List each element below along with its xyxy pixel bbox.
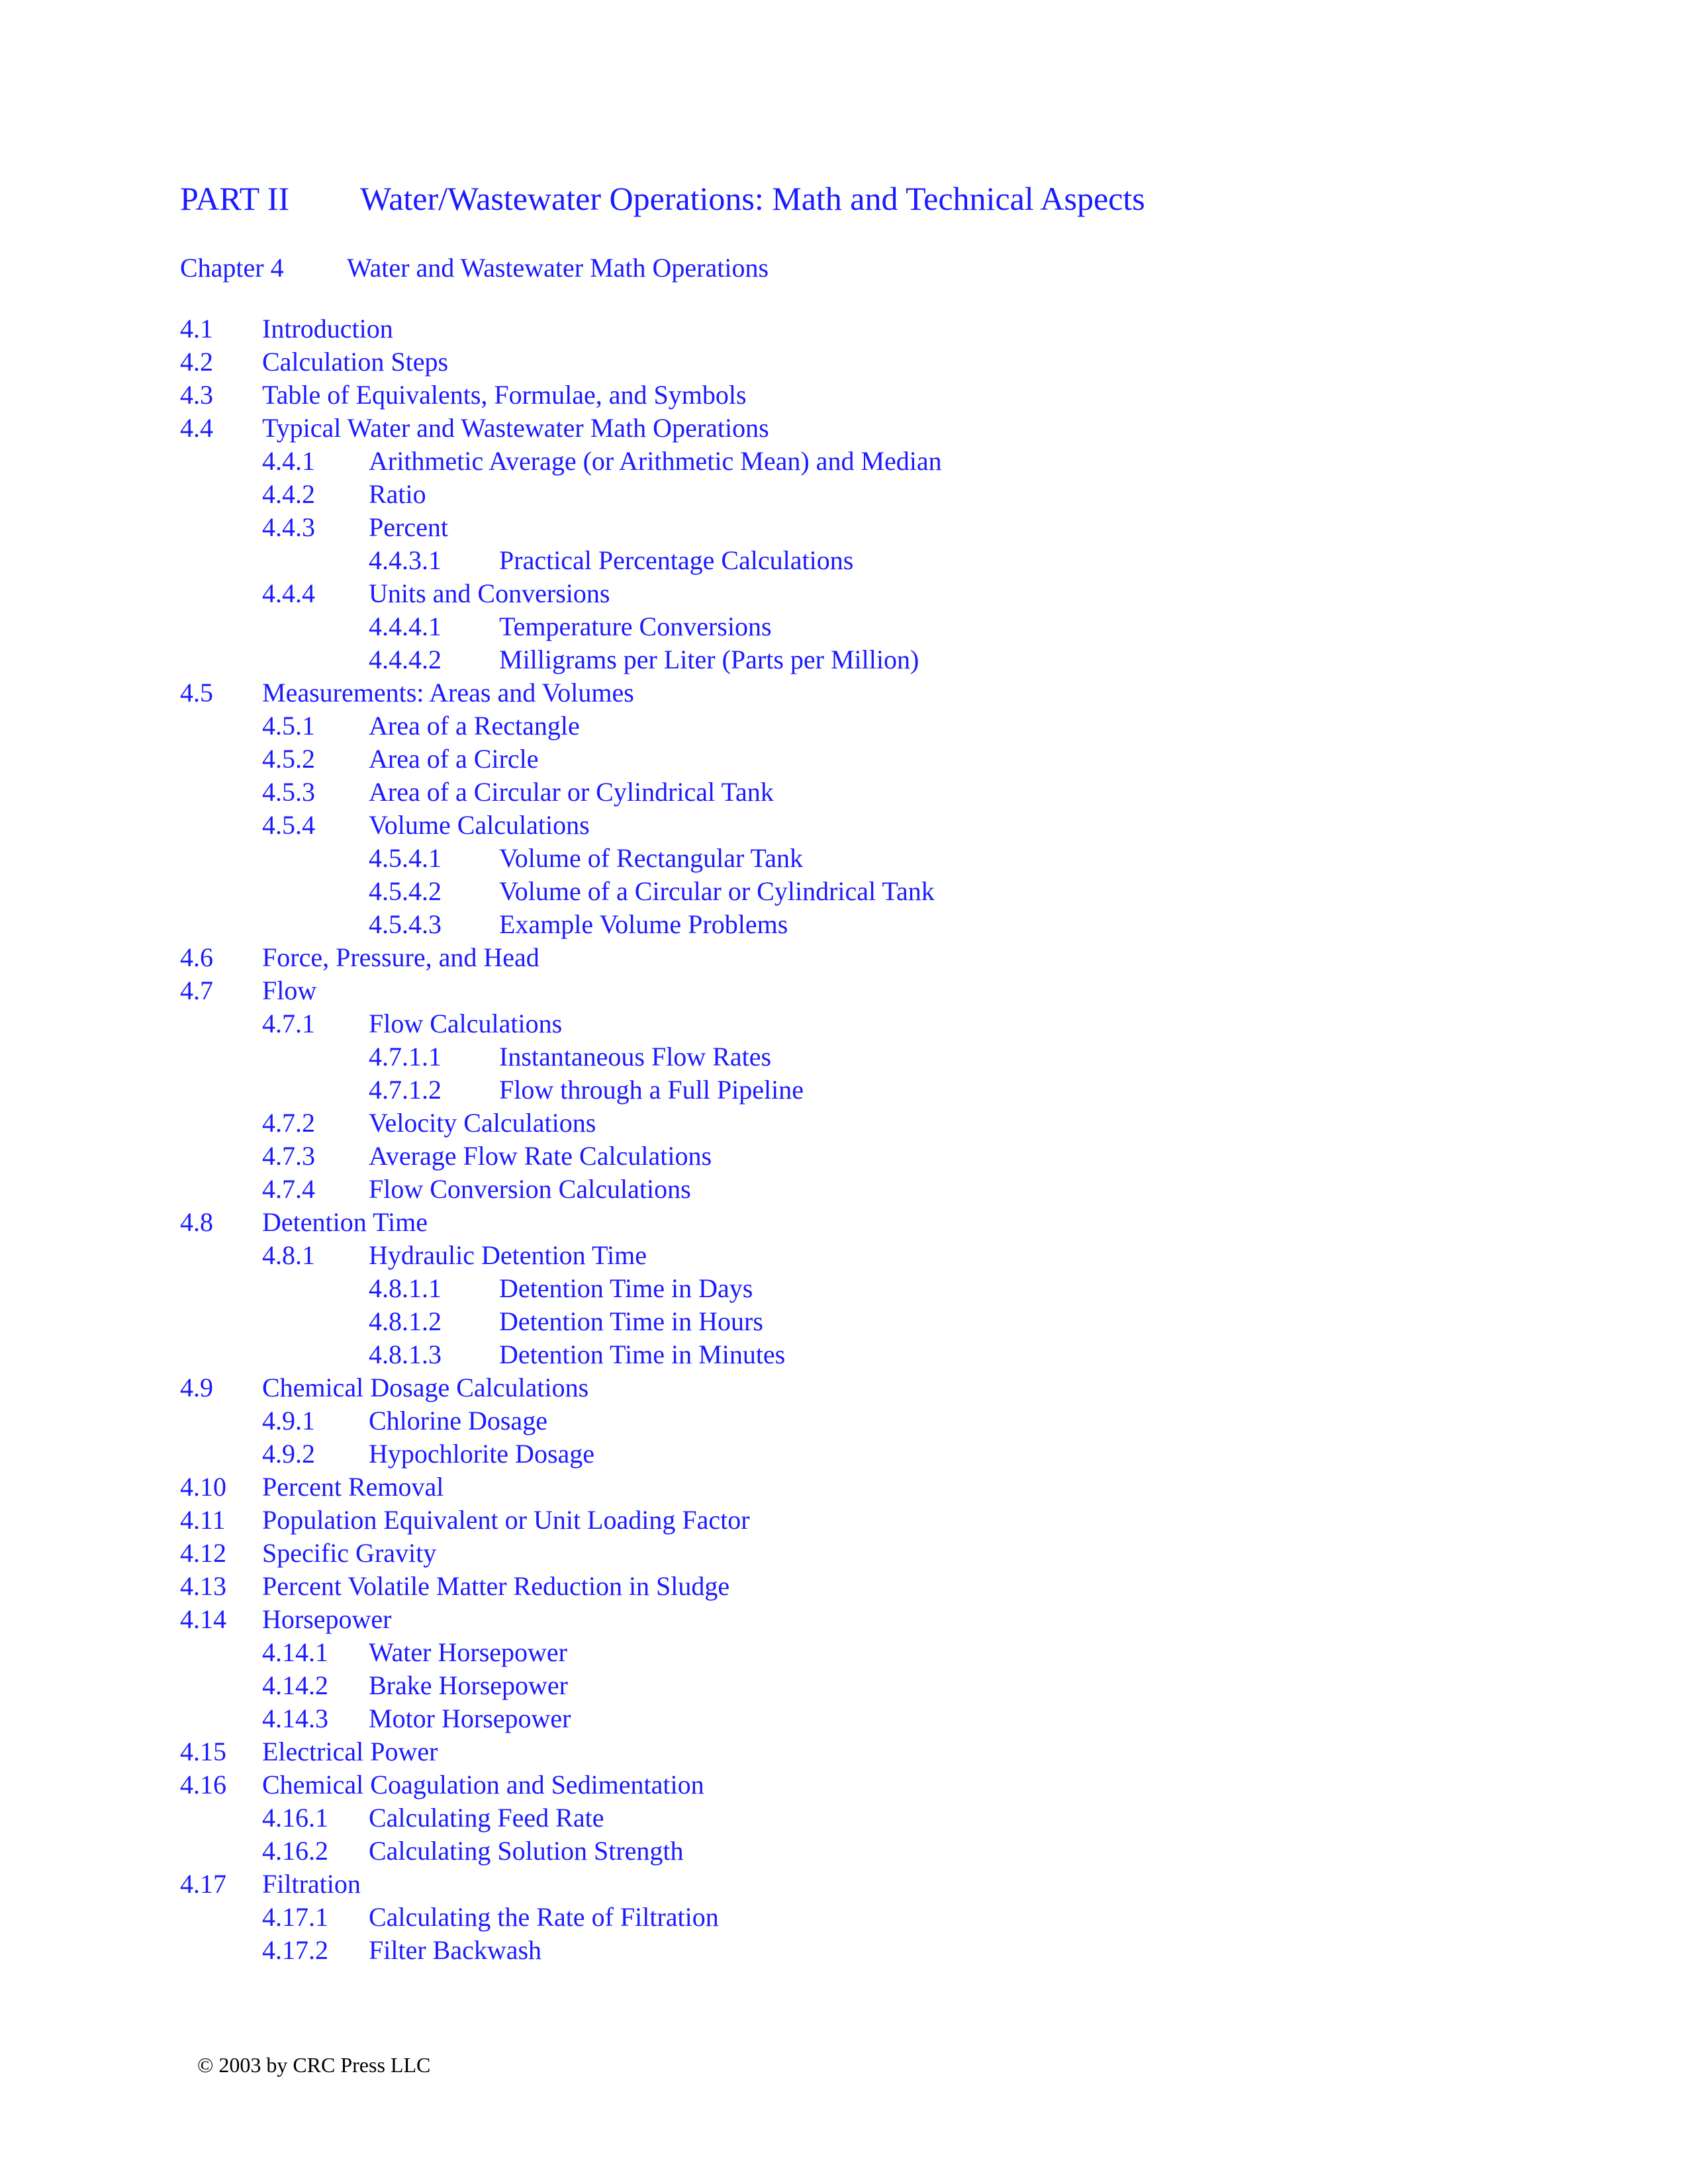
table-of-contents xyxy=(180,312,1570,1967)
toc-entry-number: 4.8.1 xyxy=(262,1240,315,1270)
toc-entry-title: Calculating Feed Rate xyxy=(369,1803,604,1833)
toc-entry-4-6[interactable] xyxy=(180,941,1570,974)
toc-entry-title: Velocity Calculations xyxy=(369,1108,596,1138)
toc-entry-4-14-2[interactable] xyxy=(180,1669,1570,1702)
toc-entry-title: Typical Water and Wastewater Math Operations xyxy=(262,413,769,443)
toc-entry-4-5[interactable] xyxy=(180,676,1570,709)
toc-entry-title: Hypochlorite Dosage xyxy=(369,1439,595,1469)
toc-entry-number: 4.4.3 xyxy=(262,512,315,542)
toc-entry-title: Water Horsepower xyxy=(369,1637,567,1667)
toc-entry-title: Chlorine Dosage xyxy=(369,1406,547,1435)
toc-entry-4-5-4-1[interactable] xyxy=(180,842,1570,875)
toc-entry-number: 4.8.1.2 xyxy=(369,1306,442,1336)
toc-entry-title: Hydraulic Detention Time xyxy=(369,1240,647,1270)
toc-entry-title: Percent Volatile Matter Reduction in Sludge xyxy=(262,1571,730,1601)
toc-entry-number: 4.10 xyxy=(180,1472,226,1502)
toc-entry-number: 4.5.2 xyxy=(262,744,315,774)
toc-entry-title: Detention Time in Minutes xyxy=(499,1340,786,1369)
toc-entry-title: Calculation Steps xyxy=(262,347,449,377)
toc-entry-4-14-1[interactable] xyxy=(180,1636,1570,1669)
toc-entry-number: 4.4.3.1 xyxy=(369,545,442,575)
toc-entry-number: 4.17.1 xyxy=(262,1902,328,1932)
toc-entry-title: Area of a Circle xyxy=(369,744,539,774)
toc-entry-number: 4.4.4 xyxy=(262,578,315,608)
toc-entry-4-17-2[interactable] xyxy=(180,1934,1570,1967)
toc-entry-4-15[interactable] xyxy=(180,1735,1570,1768)
toc-entry-4-3[interactable] xyxy=(180,379,1570,412)
toc-entry-4-1[interactable] xyxy=(180,312,1570,345)
toc-entry-title: Calculating the Rate of Filtration xyxy=(369,1902,719,1932)
toc-entry-title: Brake Horsepower xyxy=(369,1670,568,1700)
toc-entry-title: Measurements: Areas and Volumes xyxy=(262,678,634,707)
copyright-footer: © 2003 by CRC Press LLC xyxy=(197,2053,431,2077)
toc-entry-number: 4.11 xyxy=(180,1505,226,1535)
toc-entry-number: 4.9.1 xyxy=(262,1406,315,1435)
toc-entry-title: Detention Time in Hours xyxy=(499,1306,763,1336)
toc-entry-4-13[interactable] xyxy=(180,1570,1570,1603)
toc-entry-title: Population Equivalent or Unit Loading Factor xyxy=(262,1505,750,1535)
toc-entry-title: Detention Time xyxy=(262,1207,428,1237)
toc-entry-title: Calculating Solution Strength xyxy=(369,1836,684,1866)
toc-entry-4-8[interactable] xyxy=(180,1206,1570,1239)
toc-entry-4-12[interactable] xyxy=(180,1537,1570,1570)
toc-entry-4-7-1-1[interactable] xyxy=(180,1040,1570,1073)
toc-entry-number: 4.6 xyxy=(180,942,213,972)
toc-entry-number: 4.7.1.2 xyxy=(369,1075,442,1105)
toc-entry-4-8-1-3[interactable] xyxy=(180,1338,1570,1371)
toc-entry-4-7[interactable] xyxy=(180,974,1570,1007)
toc-entry-number: 4.3 xyxy=(180,380,213,410)
toc-entry-4-14-3[interactable] xyxy=(180,1702,1570,1735)
toc-entry-number: 4.9 xyxy=(180,1373,213,1402)
toc-entry-4-4[interactable] xyxy=(180,412,1570,445)
toc-entry-number: 4.7.2 xyxy=(262,1108,315,1138)
toc-entry-4-9[interactable] xyxy=(180,1371,1570,1404)
toc-entry-number: 4.14 xyxy=(180,1604,226,1634)
toc-entry-number: 4.5.3 xyxy=(262,777,315,807)
toc-entry-number: 4.4.1 xyxy=(262,446,315,476)
toc-entry-4-7-2[interactable] xyxy=(180,1107,1570,1140)
toc-entry-title: Percent Removal xyxy=(262,1472,444,1502)
toc-entry-number: 4.4.2 xyxy=(262,479,315,509)
toc-entry-number: 4.12 xyxy=(180,1538,226,1568)
toc-entry-title: Area of a Circular or Cylindrical Tank xyxy=(369,777,774,807)
toc-entry-number: 4.2 xyxy=(180,347,213,377)
toc-entry-title: Average Flow Rate Calculations xyxy=(369,1141,712,1171)
toc-entry-title: Introduction xyxy=(262,314,393,343)
toc-entry-title: Practical Percentage Calculations xyxy=(499,545,854,575)
toc-entry-number: 4.7.1 xyxy=(262,1009,315,1038)
toc-entry-title: Instantaneous Flow Rates xyxy=(499,1042,772,1071)
toc-entry-4-5-4[interactable] xyxy=(180,809,1570,842)
toc-entry-4-5-2[interactable] xyxy=(180,743,1570,776)
toc-entry-number: 4.9.2 xyxy=(262,1439,315,1469)
toc-entry-4-8-1-1[interactable] xyxy=(180,1272,1570,1305)
toc-entry-4-4-1[interactable] xyxy=(180,445,1570,478)
toc-entry-4-5-3[interactable] xyxy=(180,776,1570,809)
chapter-title: Water and Wastewater Math Operations xyxy=(347,253,769,283)
toc-entry-number: 4.16 xyxy=(180,1770,226,1799)
toc-entry-number: 4.1 xyxy=(180,314,213,343)
toc-entry-number: 4.7.1.1 xyxy=(369,1042,442,1071)
toc-entry-number: 4.16.2 xyxy=(262,1836,328,1866)
toc-entry-4-9-2[interactable] xyxy=(180,1437,1570,1471)
toc-entry-title: Ratio xyxy=(369,479,426,509)
toc-entry-title: Milligrams per Liter (Parts per Million) xyxy=(499,645,919,674)
toc-entry-title: Area of a Rectangle xyxy=(369,711,580,741)
toc-entry-number: 4.5.4.2 xyxy=(369,876,442,906)
toc-entry-4-4-2[interactable] xyxy=(180,478,1570,511)
toc-entry-number: 4.8.1.1 xyxy=(369,1273,442,1303)
toc-entry-title: Filtration xyxy=(262,1869,361,1899)
toc-entry-number: 4.5.4.3 xyxy=(369,909,442,939)
toc-entry-number: 4.4 xyxy=(180,413,213,443)
toc-entry-4-11[interactable] xyxy=(180,1504,1570,1537)
toc-entry-number: 4.7 xyxy=(180,976,213,1005)
toc-entry-number: 4.5.4 xyxy=(262,810,315,840)
toc-entry-4-7-3[interactable] xyxy=(180,1140,1570,1173)
toc-entry-4-7-4[interactable] xyxy=(180,1173,1570,1206)
toc-entry-title: Horsepower xyxy=(262,1604,392,1634)
toc-entry-title: Units and Conversions xyxy=(369,578,610,608)
toc-entry-4-4-4[interactable] xyxy=(180,577,1570,610)
toc-entry-number: 4.13 xyxy=(180,1571,226,1601)
toc-entry-title: Force, Pressure, and Head xyxy=(262,942,539,972)
toc-entry-number: 4.14.1 xyxy=(262,1637,328,1667)
toc-entry-number: 4.17.2 xyxy=(262,1935,328,1965)
toc-entry-4-16-1[interactable] xyxy=(180,1801,1570,1835)
toc-entry-number: 4.8 xyxy=(180,1207,213,1237)
toc-entry-number: 4.4.4.1 xyxy=(369,612,442,641)
chapter-number: Chapter 4 xyxy=(180,253,284,283)
toc-entry-4-4-3[interactable] xyxy=(180,511,1570,544)
toc-entry-number: 4.16.1 xyxy=(262,1803,328,1833)
toc-entry-4-4-4-1[interactable] xyxy=(180,610,1570,643)
toc-entry-title: Arithmetic Average (or Arithmetic Mean) and Median xyxy=(369,446,942,476)
toc-entry-title: Table of Equivalents, Formulae, and Symbols xyxy=(262,380,747,410)
toc-entry-4-4-3-1[interactable] xyxy=(180,544,1570,577)
part-title: Water/Wastewater Operations: Math and Technical Aspects xyxy=(360,180,1145,217)
toc-entry-4-5-4-3[interactable] xyxy=(180,908,1570,941)
toc-entry-title: Flow through a Full Pipeline xyxy=(499,1075,804,1105)
toc-entry-4-7-1[interactable] xyxy=(180,1007,1570,1040)
toc-entry-4-14[interactable] xyxy=(180,1603,1570,1636)
toc-entry-number: 4.5.4.1 xyxy=(369,843,442,873)
toc-entry-4-17-1[interactable] xyxy=(180,1901,1570,1934)
toc-entry-number: 4.17 xyxy=(180,1869,226,1899)
toc-entry-title: Flow Calculations xyxy=(369,1009,563,1038)
toc-entry-4-5-4-2[interactable] xyxy=(180,875,1570,908)
toc-entry-4-4-4-2[interactable] xyxy=(180,643,1570,676)
toc-entry-title: Percent xyxy=(369,512,448,542)
toc-entry-number: 4.14.3 xyxy=(262,1704,328,1733)
toc-entry-number: 4.15 xyxy=(180,1737,226,1766)
toc-entry-title: Chemical Coagulation and Sedimentation xyxy=(262,1770,704,1799)
toc-entry-title: Example Volume Problems xyxy=(499,909,788,939)
toc-entry-4-2[interactable] xyxy=(180,345,1570,379)
toc-entry-title: Temperature Conversions xyxy=(499,612,772,641)
toc-entry-4-9-1[interactable] xyxy=(180,1404,1570,1437)
toc-entry-4-16[interactable] xyxy=(180,1768,1570,1801)
toc-entry-title: Flow Conversion Calculations xyxy=(369,1174,691,1204)
toc-entry-title: Detention Time in Days xyxy=(499,1273,753,1303)
toc-entry-title: Volume of Rectangular Tank xyxy=(499,843,803,873)
toc-entry-4-8-1-2[interactable] xyxy=(180,1305,1570,1338)
toc-entry-title: Electrical Power xyxy=(262,1737,438,1766)
toc-entry-title: Filter Backwash xyxy=(369,1935,542,1965)
toc-entry-title: Motor Horsepower xyxy=(369,1704,571,1733)
toc-entry-4-16-2[interactable] xyxy=(180,1835,1570,1868)
toc-entry-number: 4.5.1 xyxy=(262,711,315,741)
toc-entry-number: 4.8.1.3 xyxy=(369,1340,442,1369)
toc-entry-title: Specific Gravity xyxy=(262,1538,437,1568)
toc-entry-title: Flow xyxy=(262,976,317,1005)
toc-entry-title: Chemical Dosage Calculations xyxy=(262,1373,589,1402)
toc-entry-title: Volume Calculations xyxy=(369,810,590,840)
toc-entry-4-5-1[interactable] xyxy=(180,709,1570,743)
toc-entry-number: 4.7.4 xyxy=(262,1174,315,1204)
toc-entry-number: 4.4.4.2 xyxy=(369,645,442,674)
toc-entry-number: 4.5 xyxy=(180,678,213,707)
toc-entry-number: 4.14.2 xyxy=(262,1670,328,1700)
toc-entry-4-8-1[interactable] xyxy=(180,1239,1570,1272)
toc-entry-number: 4.7.3 xyxy=(262,1141,315,1171)
toc-entry-4-17[interactable] xyxy=(180,1868,1570,1901)
toc-entry-4-7-1-2[interactable] xyxy=(180,1073,1570,1107)
toc-entry-title: Volume of a Circular or Cylindrical Tank xyxy=(499,876,935,906)
toc-entry-4-10[interactable] xyxy=(180,1471,1570,1504)
part-number: PART II xyxy=(180,180,290,217)
